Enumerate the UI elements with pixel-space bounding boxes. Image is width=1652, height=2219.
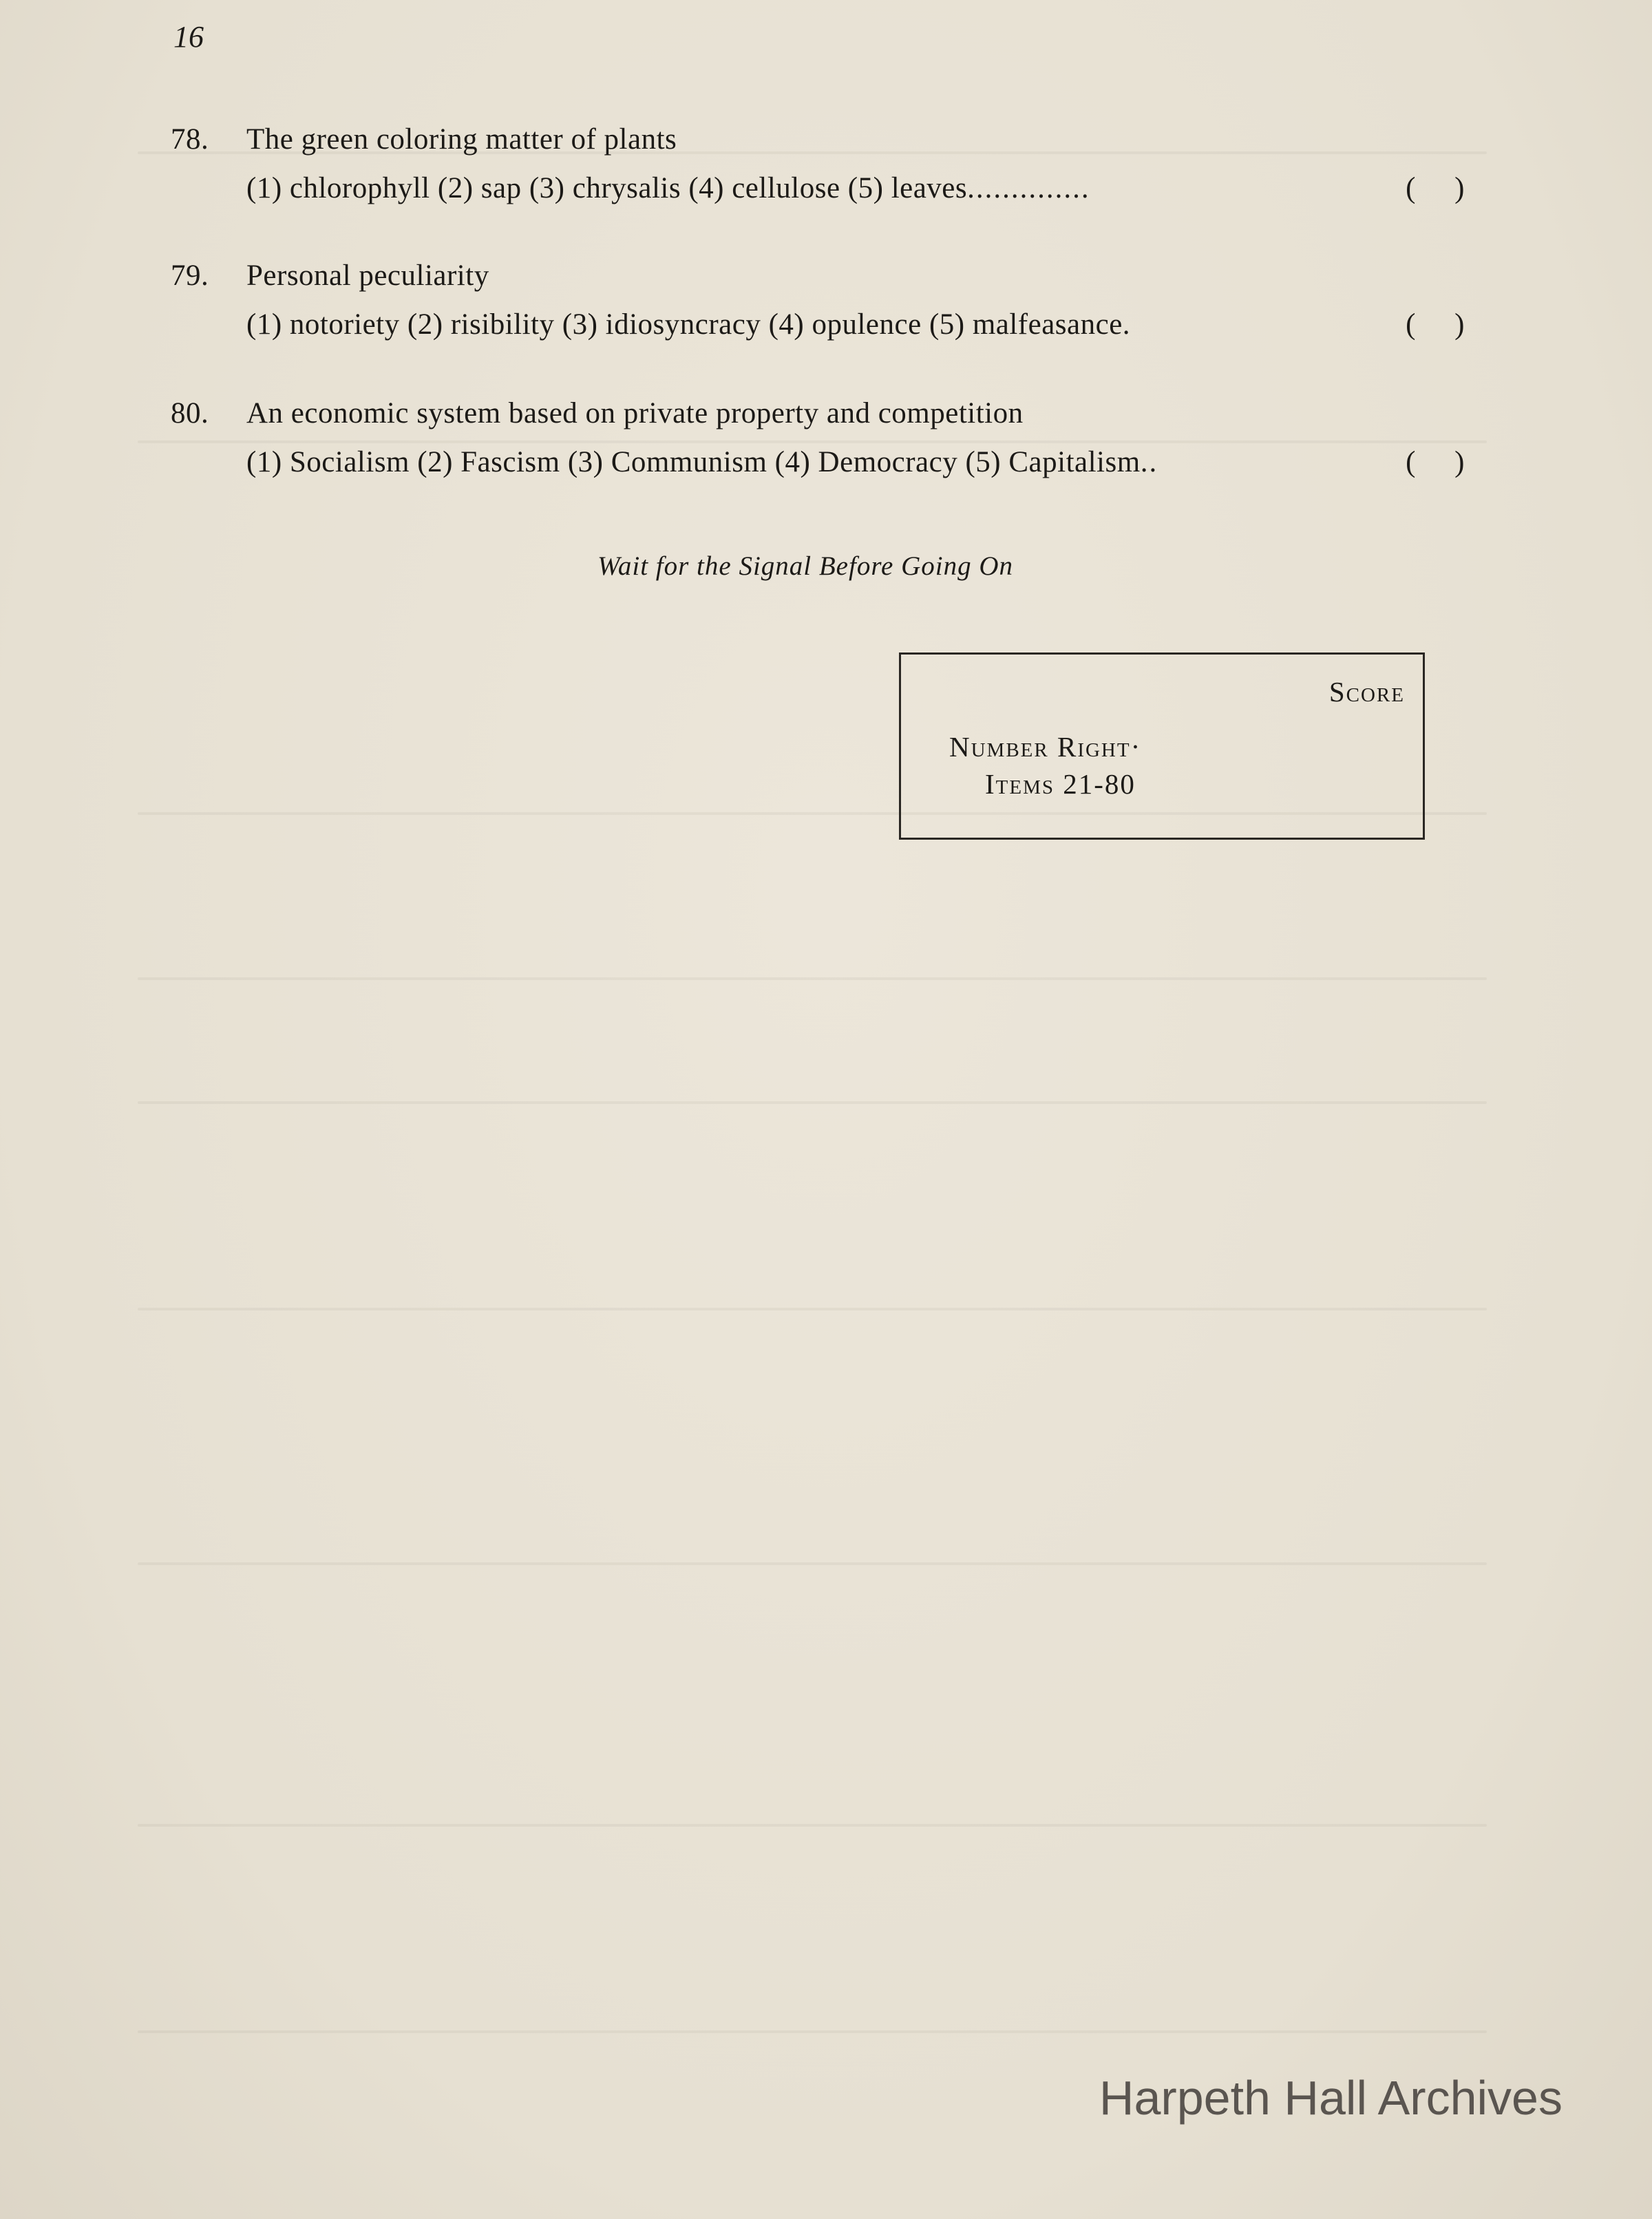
leader-dots: ..	[1140, 446, 1158, 478]
question-number: 79.	[171, 259, 209, 292]
archive-watermark: Harpeth Hall Archives	[1099, 2071, 1563, 2125]
bleed-through-mark	[138, 1101, 1487, 1104]
number-right-label: Number Right·	[949, 731, 1142, 763]
question-stem: An economic system based on private property and competition	[246, 397, 1024, 429]
answer-choices: (1) chlorophyll (2) sap (3) chrysalis (4) cellulose (5) leaves	[246, 172, 968, 204]
leader-dots: ..............	[967, 172, 1090, 204]
question-78	[171, 123, 1465, 205]
bleed-through-mark	[138, 1562, 1487, 1565]
answer-choices: (1) notoriety (2) risibility (3) idiosyncracy (4) opulence (5) malfeasance	[246, 308, 1123, 341]
question-stem: The green coloring matter of plants	[246, 123, 677, 156]
question-stem: Personal peculiarity	[246, 259, 489, 292]
page-number: 16	[173, 20, 204, 54]
bleed-through-mark	[138, 977, 1487, 980]
items-range-label: Items 21-80	[985, 768, 1136, 800]
question-79	[171, 259, 1465, 341]
bleed-through-mark	[138, 2030, 1487, 2033]
wait-instruction: Wait for the Signal Before Going On	[597, 551, 1014, 581]
score-title: Score	[1328, 676, 1405, 708]
question-80	[171, 396, 1465, 479]
leader-dots: .	[1122, 308, 1132, 341]
score-box	[899, 652, 1425, 840]
answer-blank[interactable]: ( )	[1406, 308, 1465, 341]
bleed-through-mark	[138, 1824, 1487, 1827]
answer-blank[interactable]: ( )	[1406, 172, 1465, 204]
answer-choices: (1) Socialism (2) Fascism (3) Communism (4) Democracy (5) Capitalism	[246, 446, 1141, 478]
answer-blank[interactable]: ( )	[1406, 446, 1465, 478]
question-number: 78.	[171, 123, 209, 156]
bleed-through-mark	[138, 1308, 1487, 1310]
question-number: 80.	[171, 397, 209, 429]
